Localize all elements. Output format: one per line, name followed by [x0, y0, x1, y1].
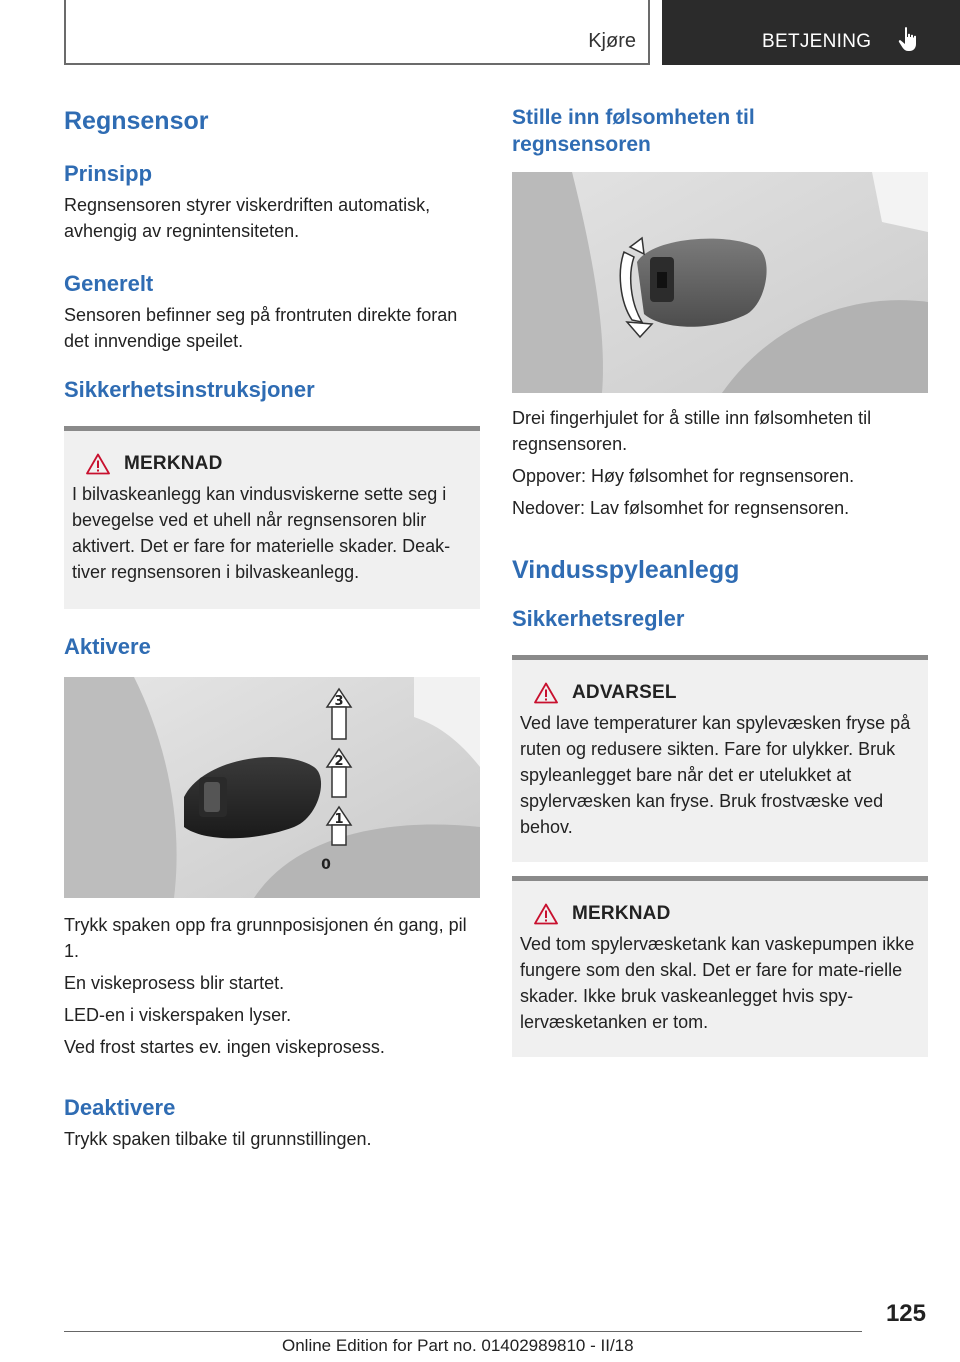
section-title-rain-sensor: Regnsensor	[64, 107, 209, 135]
general-text: Sensoren befinner seg på frontruten direkte foran det innvendige speilet.	[64, 305, 458, 351]
heading-general: Generelt	[64, 271, 154, 296]
sensitivity-line-3: Nedover: Lav følsomhet for regnsensoren.	[512, 498, 850, 518]
warning-box-freezing	[512, 655, 928, 862]
figure-thumbwheel-sensitivity	[512, 172, 928, 393]
warning-title: ADVARSEL	[572, 682, 677, 703]
deactivate-text: Trykk spaken tilbake til grunnstillingen.	[64, 1129, 372, 1149]
heading-sensitivity: Stille inn følsomheten til regnsensoren	[512, 106, 755, 156]
activate-line-4: Ved frost startes ev. ingen viskeprosess.	[64, 1037, 385, 1057]
sensitivity-line-2: Oppover: Høy følsomhet for regnsensoren.	[512, 466, 855, 486]
warning-text: Ved lave temperaturer kan spylevæsken fryse på ruten og redusere sikten. Fare for ulykker. Bruk spyleanlegget bare når det er utelukket at spylervæsken kan fryse. Bruk frostvæske ved behov.	[520, 713, 911, 837]
left-column	[64, 100, 480, 1152]
section-title-washer: Vindusspyleanlegg	[512, 556, 740, 584]
heading-principle: Prinsipp	[64, 161, 153, 186]
pointing-hand-icon	[897, 26, 921, 52]
notice-title: MERKNAD	[124, 453, 223, 474]
notice-text: Ved tom spylervæsketank kan vaskepumpen ikke fungere som den skal. Det er fare for mate-rielle skader. Ikke bruk vaskeanlegget hvis spy-lervæsketanken er tom.	[520, 934, 915, 1032]
activate-line-1: Trykk spaken opp fra grunnposisjonen én gang, pil 1.	[64, 915, 467, 961]
notice-text: I bilvaskeanlegg kan vindusviskerne sette seg i bevegelse ved et uhell når regnsensoren blir aktivert. Det er fare for materielle skader. Deak-tiver regnsensoren i bilvaskeanlegg.	[72, 484, 451, 582]
notice-box-empty-tank	[512, 876, 928, 1057]
figure-wiper-lever-positions	[64, 677, 480, 898]
principle-text: Regnsensoren styrer viskerdriften automatisk, avhengig av regnintensiteten.	[64, 195, 431, 241]
notice-box-car-wash	[64, 426, 480, 609]
figure-label-2: 2	[334, 754, 344, 769]
header-section-box	[662, 0, 960, 65]
header-chapter-box	[64, 0, 650, 65]
header-chapter[interactable]: Kjøre	[588, 30, 636, 52]
figure-label-1: 1	[334, 812, 344, 827]
heading-deactivate: Deaktivere	[64, 1095, 176, 1120]
figure-label-0: 0	[321, 857, 331, 873]
heading-safety-instructions: Sikkerhetsinstruksjoner	[64, 377, 315, 402]
warning-triangle-icon	[86, 453, 110, 475]
heading-activate: Aktivere	[64, 634, 151, 659]
footer-edition: Online Edition for Part no. 01402989810 - II/18	[282, 1336, 634, 1355]
right-column	[512, 100, 928, 1057]
page-number: 125	[885, 1300, 926, 1327]
heading-safety-rules: Sikkerhetsregler	[512, 606, 685, 631]
activate-line-2: En viskeprosess blir startet.	[64, 973, 285, 993]
warning-triangle-icon	[534, 682, 558, 704]
figure-label-3: 3	[334, 694, 344, 709]
sensitivity-line-1: Drei fingerhjulet for å stille inn følsomheten til regnsensoren.	[512, 408, 872, 454]
footer-divider	[64, 1331, 862, 1332]
warning-triangle-icon	[534, 903, 558, 925]
header-section[interactable]: BETJENING	[762, 31, 872, 52]
activate-line-3: LED-en i viskerspaken lyser.	[64, 1005, 292, 1025]
notice-title: MERKNAD	[572, 903, 671, 924]
